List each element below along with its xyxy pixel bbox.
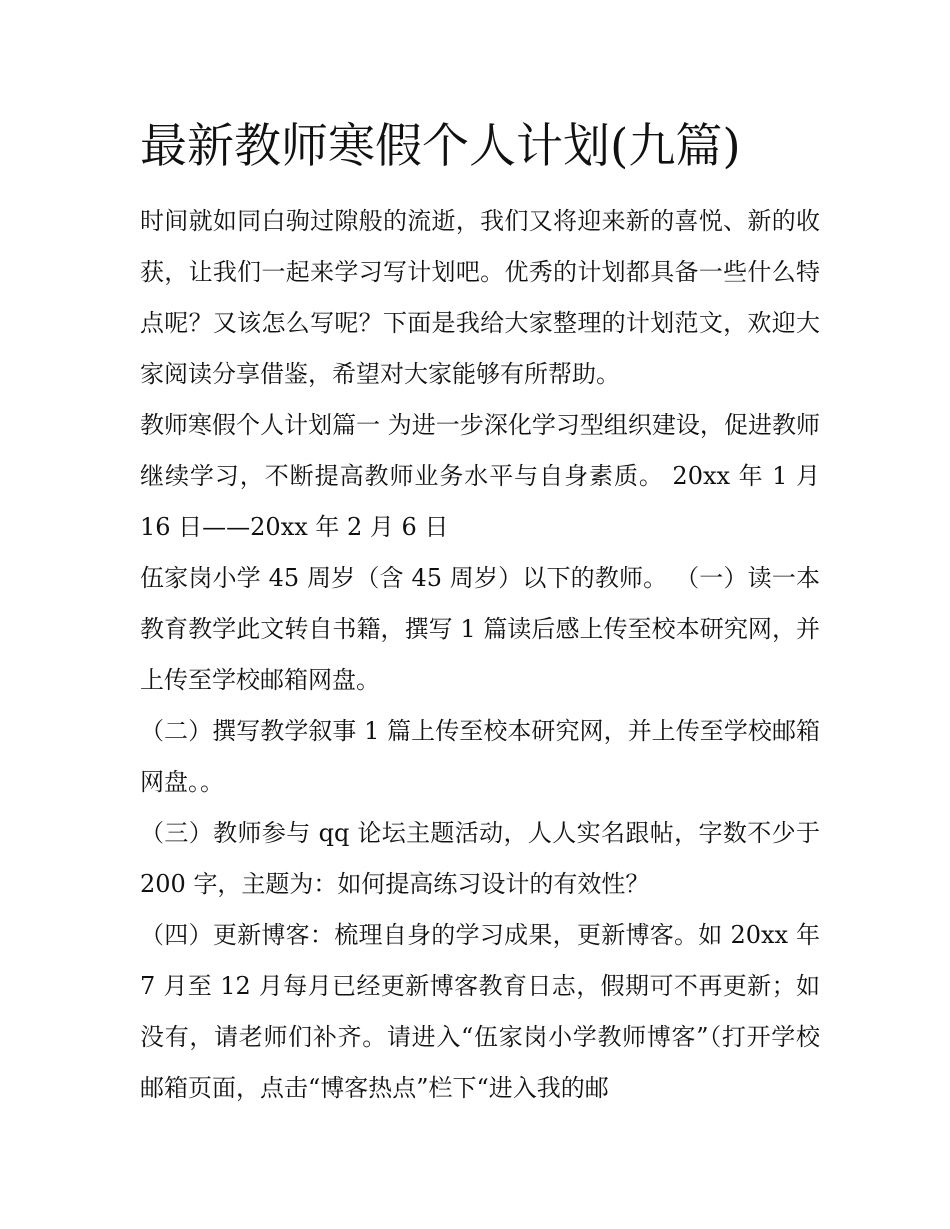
participants-paragraph: 伍家岗小学 45 周岁（含 45 周岁）以下的教师。 （一）读一本教育教学此文转自书籍，撰写 1 篇读后感上传至校本研究网，并上传至学校邮箱网盘。 [140, 564, 820, 694]
item-two-paragraph: （二）撰写教学叙事 1 篇上传至校本研究网，并上传至学校邮箱网盘。。 [140, 717, 820, 796]
document-body [140, 196, 820, 1114]
item-four-paragraph: （四）更新博客：梳理自身的学习成果，更新博客。如 20xx 年 7 月至 12 月每月已经更新博客教育日志，假期可不再更新；如没有，请老师们补齐。请进入“伍家岗小学教师博客”（打开学校邮箱页面，点击“博客热点”栏下“进入我的邮 [140, 921, 820, 1102]
item-three-paragraph: （三）教师参与 qq 论坛主题活动，人人实名跟帖，字数不少于 200 字，主题为：如何提高练习设计的有效性？ [140, 819, 820, 898]
document-title: 最新教师寒假个人计划(九篇) [140, 119, 741, 174]
section-one-paragraph: 教师寒假个人计划篇一 为进一步深化学习型组织建设，促进教师继续学习，不断提高教师业务水平与自身素质。 20xx 年 1 月 16 日——20xx 年 2 月 6 日 [140, 411, 820, 541]
intro-paragraph: 时间就如同白驹过隙般的流逝，我们又将迎来新的喜悦、新的收获，让我们一起来学习写计划吧。优秀的计划都具备一些什么特点呢？又该怎么写呢？下面是我给大家整理的计划范文，欢迎大家阅读分享借鉴，希望对大家能够有所帮助。 [140, 207, 820, 388]
